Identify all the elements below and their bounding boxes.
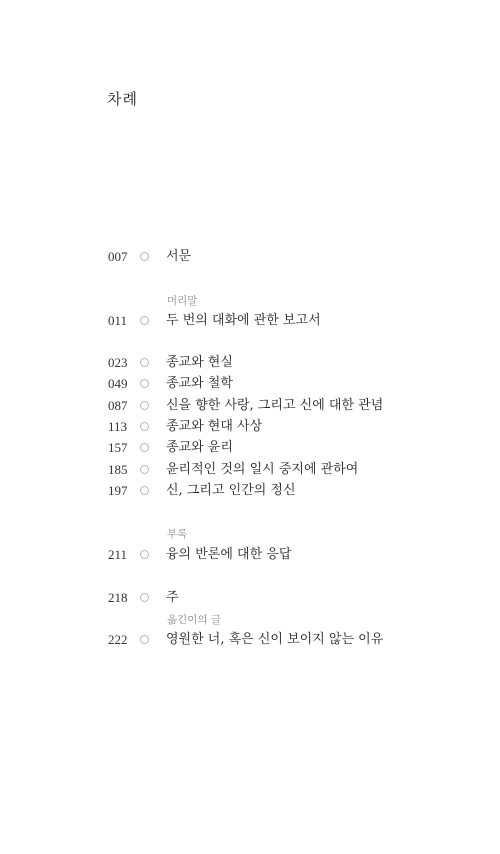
page-number: 007: [108, 249, 128, 264]
toc-entry[interactable]: [0, 353, 500, 373]
toc-entry[interactable]: [0, 417, 500, 437]
page-number: 222: [108, 632, 128, 647]
page-number: 011: [108, 313, 128, 328]
section-label-preface: 머리말: [167, 295, 198, 307]
section-label-translator: 옮긴이의 글: [167, 614, 222, 626]
entry-title: 두 번의 대화에 관한 보고서: [166, 313, 321, 328]
entry-title: 종교와 현대 사상: [166, 419, 263, 434]
entry-title: 종교와 철학: [166, 376, 233, 391]
page-number: 197: [108, 483, 128, 498]
toc-entry[interactable]: [0, 311, 500, 331]
bullet-circle-icon: [140, 486, 149, 495]
section-label-appendix: 부록: [167, 528, 188, 540]
bullet-circle-icon: [140, 635, 149, 644]
toc-entry[interactable]: [0, 460, 500, 480]
entry-title: 영원한 너, 혹은 신이 보이지 않는 이유: [166, 632, 384, 647]
page-number: 087: [108, 398, 128, 413]
bullet-circle-icon: [140, 252, 149, 261]
page-number: 211: [108, 547, 128, 562]
toc-entry[interactable]: [0, 588, 500, 608]
page-number: 185: [108, 462, 128, 477]
entry-title: 신, 그리고 인간의 정신: [166, 483, 296, 498]
toc-entry[interactable]: [0, 630, 500, 650]
toc-entry[interactable]: [0, 481, 500, 501]
toc-entry[interactable]: [0, 438, 500, 458]
entry-title: 주: [166, 590, 179, 605]
bullet-circle-icon: [140, 316, 149, 325]
toc-entry[interactable]: [0, 247, 500, 267]
entry-title: 종교와 현실: [166, 355, 233, 370]
entry-title: 윤리적인 것의 일시 중지에 관하여: [166, 462, 359, 477]
toc-entry[interactable]: [0, 396, 500, 416]
bullet-circle-icon: [140, 379, 149, 388]
bullet-circle-icon: [140, 465, 149, 474]
bullet-circle-icon: [140, 550, 149, 559]
entry-title: 융의 반론에 대한 응답: [166, 547, 292, 562]
page-number: 218: [108, 590, 128, 605]
entry-title: 서문: [166, 249, 192, 264]
toc-entry[interactable]: [0, 545, 500, 565]
page-number: 049: [108, 376, 128, 391]
page-number: 113: [108, 419, 128, 434]
entry-title: 종교와 윤리: [166, 440, 233, 455]
toc-entry[interactable]: [0, 374, 500, 394]
page-number: 023: [108, 355, 128, 370]
bullet-circle-icon: [140, 443, 149, 452]
bullet-circle-icon: [140, 401, 149, 410]
page-number: 157: [108, 440, 128, 455]
entry-title: 신을 향한 사랑, 그리고 신에 대한 관념: [166, 398, 384, 413]
bullet-circle-icon: [140, 422, 149, 431]
page-title: 차례: [107, 90, 138, 108]
bullet-circle-icon: [140, 358, 149, 367]
bullet-circle-icon: [140, 593, 149, 602]
